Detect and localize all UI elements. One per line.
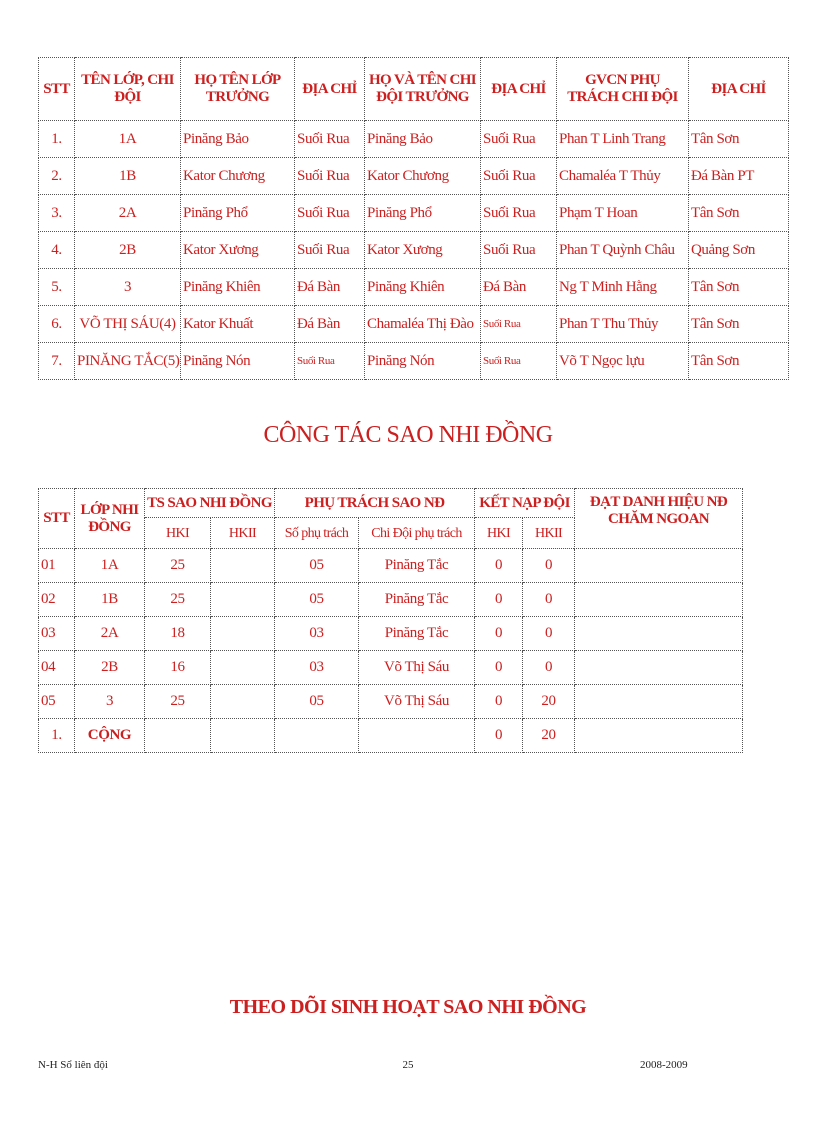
cell-hkii [211, 719, 275, 753]
cell-monitor: Kator Xương [181, 232, 295, 269]
cell-total-label: CỘNG [75, 719, 145, 753]
cell-class: 2A [75, 617, 145, 651]
table-total-row [39, 719, 743, 753]
cell-stt: 7. [39, 343, 75, 380]
cell-address: Suối Rua [481, 158, 557, 195]
cell-class: 2A [75, 195, 181, 232]
cell-class: 1B [75, 583, 145, 617]
header-stt: STT [39, 58, 75, 121]
cell-hkii [211, 685, 275, 719]
table-row [39, 583, 743, 617]
cell-teacher: Võ T Ngọc lựu [557, 343, 689, 380]
table-row [39, 343, 789, 380]
table-header-row [39, 489, 743, 518]
footer-left: N-H Sổ liên đội [38, 1059, 108, 1071]
bottom-title: THEO DÕI SINH HOẠT SAO NHI ĐỒNG [229, 996, 587, 1018]
cell-hkii [211, 583, 275, 617]
cell-class: 2B [75, 232, 181, 269]
cell-teacher: Phan T Linh Trang [557, 121, 689, 158]
cell-address: Suối Rua [481, 232, 557, 269]
cell-stt: 02 [39, 583, 75, 617]
cell-admit-hkii: 0 [523, 549, 575, 583]
cell-class: PINĂNG TẮC(5) [75, 343, 181, 380]
cell-count: 03 [275, 617, 359, 651]
cell-award [575, 719, 743, 753]
table-row [39, 195, 789, 232]
cell-class: 1B [75, 158, 181, 195]
star-children-table [38, 488, 743, 753]
cell-class: 3 [75, 269, 181, 306]
cell-leader: Kator Xương [365, 232, 481, 269]
table-header-row [39, 58, 789, 121]
cell-stt: 6. [39, 306, 75, 343]
cell-address: Tân Sơn [689, 306, 789, 343]
table-row [39, 121, 789, 158]
cell-address: Đá Bàn PT [689, 158, 789, 195]
table-row [39, 685, 743, 719]
cell-stt: 4. [39, 232, 75, 269]
section-title: CÔNG TÁC SAO NHI ĐỒNG [263, 422, 553, 448]
class-leaders-table [38, 57, 789, 380]
cell-admit-hkii: 20 [523, 685, 575, 719]
cell-squad: Pinăng Tắc [359, 549, 475, 583]
cell-stt: 5. [39, 269, 75, 306]
header-in-charge: PHỤ TRÁCH SAO NĐ [275, 489, 475, 518]
cell-admit-hkii: 20 [523, 719, 575, 753]
cell-squad: Pinăng Tắc [359, 583, 475, 617]
cell-monitor: Pinăng Nón [181, 343, 295, 380]
cell-count: 05 [275, 549, 359, 583]
cell-monitor: Pinăng Phổ [181, 195, 295, 232]
subheader-count: Số phụ trách [275, 518, 359, 549]
cell-admit-hki: 0 [475, 617, 523, 651]
cell-teacher: Phan T Thu Thủy [557, 306, 689, 343]
header-address: ĐỊA CHỈ [689, 58, 789, 121]
cell-address: Suối Rua [295, 158, 365, 195]
cell-class: VÕ THỊ SÁU(4) [75, 306, 181, 343]
header-class: LỚP NHI ĐỒNG [75, 489, 145, 549]
cell-address: Đá Bàn [295, 306, 365, 343]
cell-award [575, 685, 743, 719]
cell-address: Quảng Sơn [689, 232, 789, 269]
cell-stt: 3. [39, 195, 75, 232]
cell-monitor: Kator Khuất [181, 306, 295, 343]
cell-admit-hkii: 0 [523, 617, 575, 651]
cell-address: Suối Rua [295, 121, 365, 158]
cell-address: Đá Bàn [481, 269, 557, 306]
table-row [39, 651, 743, 685]
subheader-squad: Chi Đội phụ trách [359, 518, 475, 549]
table-row [39, 549, 743, 583]
cell-hki: 16 [145, 651, 211, 685]
cell-hki: 25 [145, 685, 211, 719]
cell-address: Suối Rua [481, 195, 557, 232]
cell-leader: Kator Chương [365, 158, 481, 195]
table-row [39, 306, 789, 343]
cell-hkii [211, 651, 275, 685]
cell-count: 03 [275, 651, 359, 685]
cell-address: Tân Sơn [689, 269, 789, 306]
cell-hki: 25 [145, 583, 211, 617]
cell-count: 05 [275, 685, 359, 719]
cell-stt: 03 [39, 617, 75, 651]
cell-stt: 04 [39, 651, 75, 685]
cell-award [575, 651, 743, 685]
cell-award [575, 583, 743, 617]
header-total-stars: TS SAO NHI ĐỒNG [145, 489, 275, 518]
cell-hki: 18 [145, 617, 211, 651]
cell-admit-hki: 0 [475, 685, 523, 719]
cell-monitor: Pinăng Khiên [181, 269, 295, 306]
cell-stt: 05 [39, 685, 75, 719]
header-address: ĐỊA CHỈ [481, 58, 557, 121]
cell-leader: Pinăng Khiên [365, 269, 481, 306]
header-class-monitor: HỌ TÊN LỚP TRƯỞNG [181, 58, 295, 121]
cell-class: 3 [75, 685, 145, 719]
cell-hki: 25 [145, 549, 211, 583]
cell-award [575, 549, 743, 583]
cell-stt: 1. [39, 121, 75, 158]
cell-admit-hkii: 0 [523, 651, 575, 685]
footer-right: 2008-2009 [640, 1059, 688, 1071]
subheader-hki: HKI [475, 518, 523, 549]
cell-address: Suối Rua [295, 232, 365, 269]
cell-address: Suối Rua [295, 343, 365, 380]
subheader-hki: HKI [145, 518, 211, 549]
cell-hkii [211, 549, 275, 583]
cell-address: Tân Sơn [689, 343, 789, 380]
cell-admit-hki: 0 [475, 549, 523, 583]
table-row [39, 232, 789, 269]
cell-leader: Chamaléa Thị Đào [365, 306, 481, 343]
subheader-hkii: HKII [211, 518, 275, 549]
cell-admit-hkii: 0 [523, 583, 575, 617]
header-squad-leader: HỌ VÀ TÊN CHI ĐỘI TRƯỞNG [365, 58, 481, 121]
cell-class: 1A [75, 549, 145, 583]
cell-teacher: Chamaléa T Thủy [557, 158, 689, 195]
cell-admit-hki: 0 [475, 583, 523, 617]
table-row [39, 269, 789, 306]
cell-hki [145, 719, 211, 753]
header-teacher: GVCN PHỤ TRÁCH CHI ĐỘI [557, 58, 689, 121]
header-class: TÊN LỚP, CHI ĐỘI [75, 58, 181, 121]
cell-admit-hki: 0 [475, 719, 523, 753]
cell-stt: 1. [39, 719, 75, 753]
table-row [39, 617, 743, 651]
header-admission: KẾT NẠP ĐỘI [475, 489, 575, 518]
cell-teacher: Ng T Minh Hằng [557, 269, 689, 306]
cell-award [575, 617, 743, 651]
cell-class: 2B [75, 651, 145, 685]
cell-squad: Pinăng Tắc [359, 617, 475, 651]
cell-address: Đá Bàn [295, 269, 365, 306]
cell-teacher: Phan T Quỳnh Châu [557, 232, 689, 269]
cell-address: Suối Rua [481, 121, 557, 158]
cell-leader: Pinăng Phổ [365, 195, 481, 232]
cell-count: 05 [275, 583, 359, 617]
header-stt: STT [39, 489, 75, 549]
cell-address: Tân Sơn [689, 121, 789, 158]
subheader-hkii: HKII [523, 518, 575, 549]
cell-leader: Pinăng Nón [365, 343, 481, 380]
cell-leader: Pinăng Bảo [365, 121, 481, 158]
cell-teacher: Phạm T Hoan [557, 195, 689, 232]
header-award: ĐẠT DANH HIỆU NĐ CHĂM NGOAN [575, 489, 743, 549]
cell-address: Tân Sơn [689, 195, 789, 232]
cell-stt: 01 [39, 549, 75, 583]
cell-stt: 2. [39, 158, 75, 195]
cell-squad [359, 719, 475, 753]
cell-monitor: Pinăng Bảo [181, 121, 295, 158]
cell-monitor: Kator Chương [181, 158, 295, 195]
cell-admit-hki: 0 [475, 651, 523, 685]
cell-squad: Võ Thị Sáu [359, 651, 475, 685]
cell-address: Suối Rua [481, 306, 557, 343]
header-address: ĐỊA CHỈ [295, 58, 365, 121]
cell-address: Suối Rua [481, 343, 557, 380]
cell-hkii [211, 617, 275, 651]
cell-squad: Võ Thị Sáu [359, 685, 475, 719]
table-row [39, 158, 789, 195]
page-number: 25 [402, 1059, 414, 1071]
cell-class: 1A [75, 121, 181, 158]
cell-address: Suối Rua [295, 195, 365, 232]
cell-count [275, 719, 359, 753]
